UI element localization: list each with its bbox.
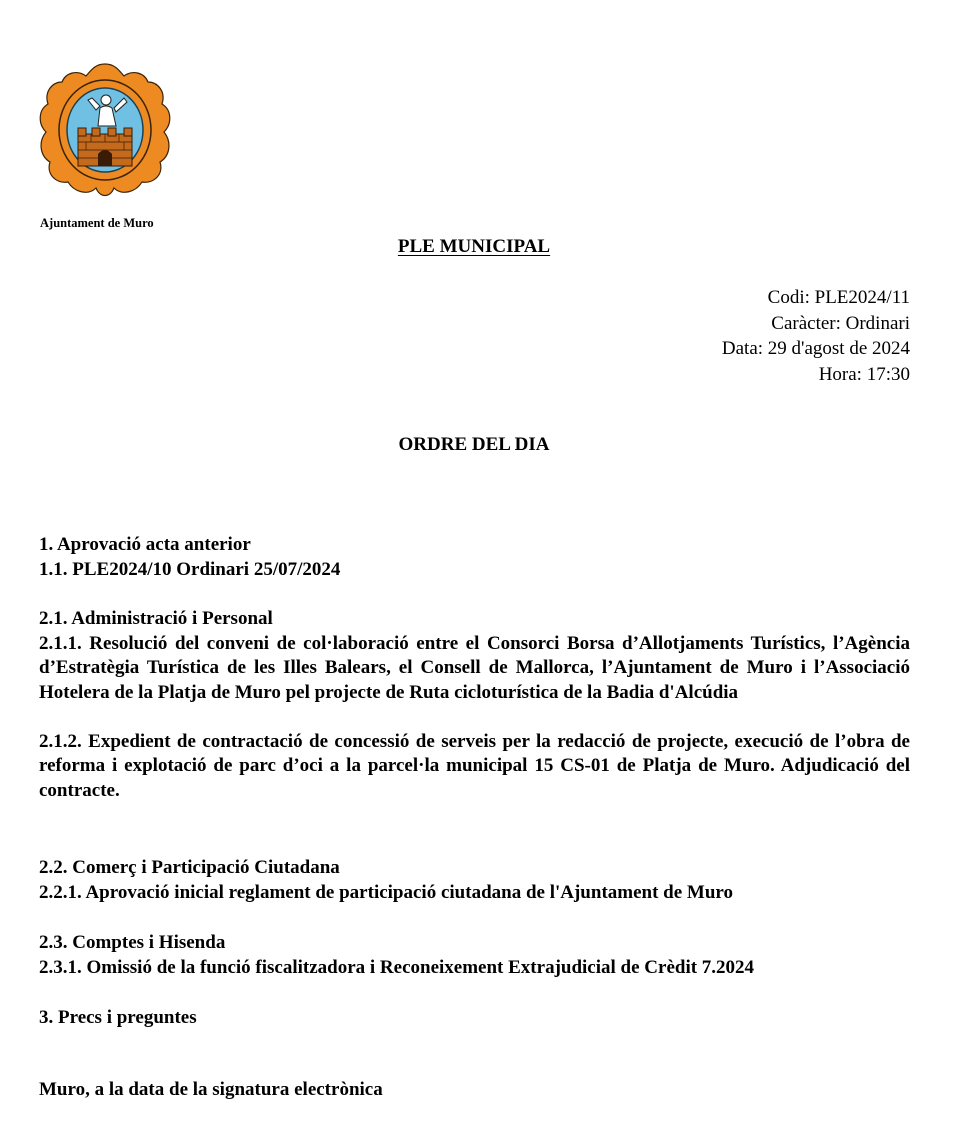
agenda-item: 2.1.1. Resolució del conveni de col·laboració entre el Consorci Borsa d’Allotjaments Turístics, l’Agència d’Estratègia Turística de les Illes Balears, el Consell de Mallorca, l’Ajuntament de Muro i l’Associació Hotelera de la Platja de Muro pel projecte de Ruta cicloturística de la Badia d'Alcúdia (39, 632, 910, 703)
section-title: 2.1. Administració i Personal (39, 608, 273, 629)
closing-line: Muro, a la data de la signatura electrònica (39, 1079, 383, 1100)
agenda-section-2-1 (39, 607, 910, 803)
organization-name: Ajuntament de Muro (40, 216, 154, 230)
section-title: 2.3. Comptes i Hisenda (39, 932, 226, 953)
agenda-item: 2.2.1. Aprovació inicial reglament de participació ciutadana de l'Ajuntament de Muro (39, 881, 734, 903)
agenda-item: 2.3.1. Omissió de la funció fiscalitzadora i Reconeixement Extrajudicial de Crèdit 7.2024 (39, 956, 755, 978)
agenda-item: 2.1.2. Expedient de contractació de concessió de serveis per la redacció de projecte, execució de l’obra de reforma i explotació de parc d’oci a la parcel·la municipal 15 CS-01 de Platja de Muro. Adjudicació del contracte. (39, 730, 910, 801)
agenda-section-1 (39, 533, 910, 582)
section-title: 1. Aprovació acta anterior (39, 534, 251, 555)
agenda-section-2-3 (39, 931, 910, 980)
session-metadata (722, 285, 910, 387)
section-title: 2.2. Comerç i Participació Ciutadana (39, 857, 340, 878)
agenda-section-2-2 (39, 856, 910, 905)
document-title: PLE MUNICIPAL (397, 236, 551, 257)
agenda-item: 1.1. PLE2024/10 Ordinari 25/07/2024 (39, 558, 341, 580)
session-character: Caràcter: Ordinari (771, 312, 910, 334)
session-date: Data: 29 d'agost de 2024 (721, 338, 910, 359)
session-time: Hora: 17:30 (818, 363, 910, 385)
section-title: 3. Precs i preguntes (39, 1007, 197, 1028)
spacer (39, 705, 910, 730)
agenda-section-3 (39, 1006, 910, 1031)
session-code: Codi: PLE2024/11 (767, 287, 910, 308)
town-crest-logo (36, 58, 174, 208)
agenda-heading: ORDRE DEL DIA (398, 434, 550, 455)
